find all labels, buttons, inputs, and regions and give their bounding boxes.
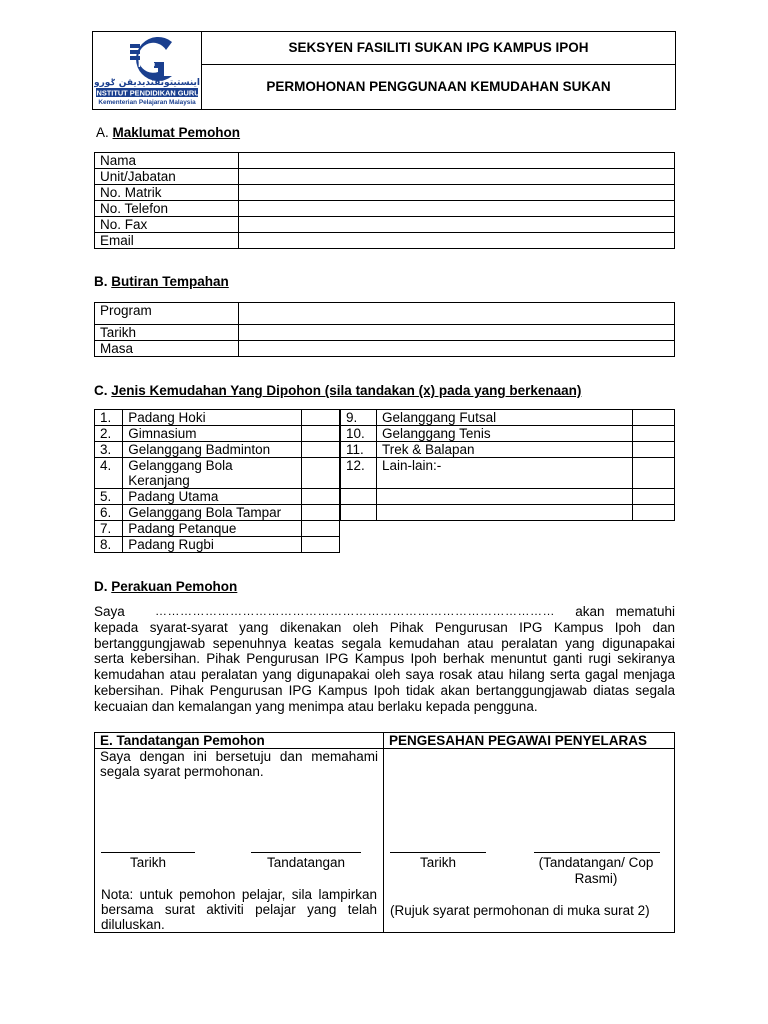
facility-other-input[interactable] [377,505,633,521]
facility-checkbox[interactable] [302,489,340,505]
field-input-masa[interactable] [239,341,675,357]
booking-details-table [94,302,675,357]
facility-num: 8. [95,537,123,553]
declaration-line1-end: akan mematuhi [575,604,675,619]
field-input-tarikh[interactable] [239,325,675,341]
section-b-heading [94,274,229,290]
facility-num-empty [341,505,377,521]
facility-num: 2. [95,426,123,442]
facility-checkbox[interactable] [633,458,675,489]
section-b-title: Butiran Tempahan [111,274,229,289]
facility-num: 3. [95,442,123,458]
field-input-program[interactable] [239,303,675,325]
facility-label: Padang Petanque [123,521,302,537]
field-label-nama: Nama [95,153,239,169]
signature-right-title: PENGESAHAN PEGAWAI PENYELARAS [384,733,675,749]
facility-checkbox[interactable] [633,410,675,426]
facility-num: 6. [95,505,123,521]
facility-num: 4. [95,458,123,489]
facility-checkbox[interactable] [302,426,340,442]
refer-conditions-text: (Rujuk syarat permohonan di muka surat 2) [390,903,650,918]
section-a-letter: A. [96,125,109,140]
field-input-matrik[interactable] [239,185,675,201]
facility-label: Padang Rugbi [123,537,302,553]
facility-label: Lain-lain:- [377,458,633,489]
facility-checkbox[interactable] [633,489,675,505]
facility-num: 7. [95,521,123,537]
facility-checkbox[interactable] [302,537,340,553]
facility-label: Gelanggang Tenis [377,426,633,442]
section-c-heading [94,383,581,399]
tarikh-label-right: Tarikh [419,855,456,870]
applicant-info-table [94,152,675,249]
facility-checkbox[interactable] [633,442,675,458]
note-text: Nota: untuk pemohon pelajar, sila lampirkan bersama surat aktiviti pelajar yang telah diluluskan. [101,887,377,932]
facility-table-right [340,409,675,521]
facility-checkbox[interactable] [302,410,340,426]
facility-num: 5. [95,489,123,505]
field-input-telefon[interactable] [239,201,675,217]
logo-cell [93,32,202,110]
field-label-unit: Unit/Jabatan [95,169,239,185]
facility-num: 10. [341,426,377,442]
tarikh-label-left: Tarikh [129,855,166,870]
field-label-tarikh: Tarikh [95,325,239,341]
declaration-paragraph [94,604,675,715]
header-title-2: PERMOHONAN PENGGUNAAN KEMUDAHAN SUKAN [202,64,676,109]
facility-label: Gimnasium [123,426,302,442]
header-table [92,31,676,110]
tandatangan-label-left: Tandatangan [266,855,346,870]
field-label-telefon: No. Telefon [95,201,239,217]
signature-left-title: E. Tandatangan Pemohon [95,733,384,749]
section-a-heading [96,125,240,141]
facility-label: Trek & Balapan [377,442,633,458]
facility-checkbox[interactable] [302,458,340,489]
field-input-nama[interactable] [239,153,675,169]
section-c-title: Jenis Kemudahan Yang Dipohon (sila tandakan (x) pada yang berkenaan) [111,383,582,398]
facility-num: 11. [341,442,377,458]
agreement-text: Saya dengan ini bersetuju dan memahami segala syarat permohonan. [100,749,378,779]
officer-verification-cell [384,749,675,933]
field-input-unit[interactable] [239,169,675,185]
field-label-email: Email [95,233,239,249]
facility-other-input[interactable] [377,489,633,505]
applicant-signature-cell [95,749,384,933]
tandatangan-cop-label: (Tandatangan/ Cop Rasmi) [538,855,654,886]
section-d-letter: D. [94,579,108,594]
facility-label: Gelanggang Bola Tampar [123,505,302,521]
facility-label: Gelanggang Badminton [123,442,302,458]
section-d-heading [94,579,237,595]
field-label-matrik: No. Matrik [95,185,239,201]
declaration-name-blank[interactable]: …………………………………………………………………………………… [154,604,555,618]
facility-checkbox[interactable] [633,426,675,442]
facility-table-left [94,409,340,553]
facility-checkbox[interactable] [302,505,340,521]
section-a-title: Maklumat Pemohon [112,125,241,140]
facility-label: Gelanggang Bola Keranjang [123,458,302,489]
field-input-email[interactable] [239,233,675,249]
signature-line-left[interactable] [251,852,361,853]
facility-label: Padang Utama [123,489,302,505]
facility-num: 9. [341,410,377,426]
field-label-program: Program [95,303,239,325]
svg-text:INSTITUT PENDIDIKAN GURU: INSTITUT PENDIDIKAN GURU [94,88,200,98]
svg-text:اينستيتوتڤنديديقن ݢورو: اينستيتوتڤنديديقن ݢورو [94,78,200,88]
field-label-masa: Masa [95,341,239,357]
header-title-1: SEKSYEN FASILITI SUKAN IPG KAMPUS IPOH [202,32,676,65]
section-b-letter: B. [94,274,108,289]
signature-line-right[interactable] [534,852,660,853]
facility-num: 12. [341,458,377,489]
svg-text:IPG: IPG [138,59,156,70]
facility-num: 1. [95,410,123,426]
section-d-title: Perakuan Pemohon [111,579,238,594]
section-c-letter: C. [94,383,108,398]
svg-text:Kementerian Pelajaran Malaysia: Kementerian Pelajaran Malaysia [98,99,196,106]
field-label-fax: No. Fax [95,217,239,233]
declaration-saya: Saya [94,604,125,619]
date-line-left[interactable] [101,852,195,853]
facility-checkbox[interactable] [633,505,675,521]
facility-checkbox[interactable] [302,442,340,458]
ipg-logo-icon [94,32,200,106]
field-input-fax[interactable] [239,217,675,233]
signature-table [94,732,675,933]
facility-label: Padang Hoki [123,410,302,426]
facility-checkbox[interactable] [302,521,340,537]
date-line-right[interactable] [390,852,486,853]
facility-label: Gelanggang Futsal [377,410,633,426]
declaration-body: kepada syarat-syarat yang dikenakan oleh Pihak Pengurusan IPG Kampus Ipoh dan bertanggungjawab sepenuhnya keatas segala kemudahan atau peralatan yang digunapakai serta kebersihan. Pihak Pengurusan IPG Kampus Ipoh berhak menuntut ganti rugi sekiranya kemudahan atau peralatan yang digunapakai oleh saya rosak atau hilang serta gagal menjaga kebersihan. Pihak Pengurusan IPG Kampus Ipoh tidak akan bertanggungjawab diatas segala kecuaian dan kemalangan yang menimpa atau berlaku kepada pengguna. [94,619,675,714]
facility-num-empty [341,489,377,505]
